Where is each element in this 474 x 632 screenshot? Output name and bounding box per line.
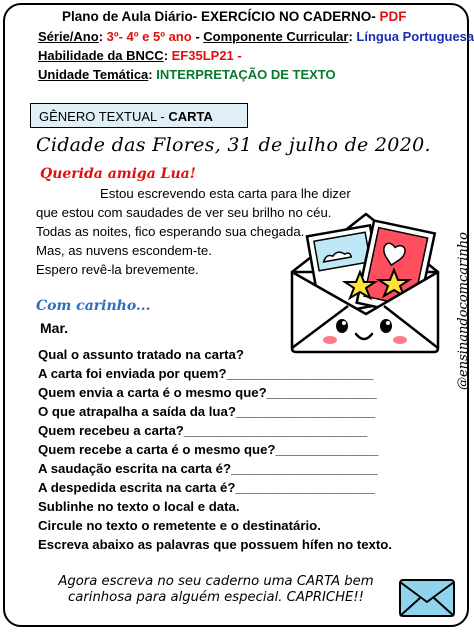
- genero-box: [30, 103, 248, 128]
- unidade-line: [38, 66, 336, 84]
- watermark: @ensinandocomcarinho: [456, 232, 471, 390]
- title-text: Plano de Aula Diário- EXERCÍCIO NO CADERNO-: [62, 9, 380, 24]
- genero-label: GÊNERO TEXTUAL -: [39, 109, 169, 124]
- envelope-icon: [398, 578, 456, 618]
- componente-value: Língua Portuguesa: [356, 29, 474, 44]
- serie-sep: :: [98, 29, 107, 44]
- letter-line: que estou com saudades de ver seu brilho no céu.: [36, 205, 332, 220]
- letter-line: Espero revê-la brevemente.: [36, 262, 199, 277]
- letter-line: Todas as noites, fico esperando sua chegada.: [36, 224, 305, 239]
- question-item: A carta foi enviada por quem?____________________: [38, 366, 374, 381]
- habilidade-value: EF35LP21 -: [171, 48, 242, 63]
- letter-line: Estou escrevendo esta carta para lhe dizer: [100, 186, 351, 201]
- habilidade-sep: :: [163, 48, 172, 63]
- serie-dash: -: [191, 29, 204, 44]
- question-item: Quem envia a carta é o mesmo que?_______________: [38, 385, 377, 400]
- serie-label: Série/Ano: [38, 29, 99, 44]
- final-carta: CARTA: [296, 574, 341, 589]
- habilidade-line: [38, 47, 242, 65]
- componente-sep: :: [348, 29, 357, 44]
- page-title: [62, 8, 407, 26]
- question-item: Sublinhe no texto o local e data.: [38, 499, 240, 514]
- componente-label: Componente Curricular: [203, 29, 349, 44]
- serie-line: [38, 28, 474, 46]
- unidade-value: INTERPRETAÇÃO DE TEXTO: [156, 67, 336, 82]
- unidade-sep: :: [148, 67, 157, 82]
- final-instruction: [36, 574, 396, 606]
- envelope-illustration: [286, 202, 444, 358]
- question-item: A despedida escrita na carta é?___________________: [38, 480, 375, 495]
- unidade-label: Unidade Temática: [38, 67, 149, 82]
- salutation: Querida amiga Lua!: [40, 166, 196, 182]
- signature: Mar.: [40, 320, 69, 336]
- final-part3: !!: [353, 590, 364, 605]
- question-item: Quem recebeu a carta?_________________________: [38, 423, 368, 438]
- serie-value: 3º- 4º e 5º ano: [106, 29, 192, 44]
- final-part2: bem carinhosa para alguém especial.: [68, 574, 374, 605]
- question-item: Quem recebe a carta é o mesmo que?______________: [38, 442, 379, 457]
- final-capriche: CAPRICHE: [286, 590, 354, 605]
- habilidade-label: Habilidade da BNCC: [38, 48, 164, 63]
- genero-value: CARTA: [168, 109, 213, 124]
- closing: Com carinho...: [36, 298, 151, 314]
- city-date: Cidade das Flores, 31 de julho de 2020.: [36, 134, 431, 156]
- question-item: Circule no texto o remetente e o destinatário.: [38, 518, 321, 533]
- letter-line: Mas, as nuvens escondem-te.: [36, 243, 212, 258]
- final-part1: Agora escreva no seu caderno uma: [58, 574, 297, 589]
- question-item: Escreva abaixo as palavras que possuem hífen no texto.: [38, 537, 393, 552]
- question-item: A saudação escrita na carta é?____________________: [38, 461, 378, 476]
- question-item: Qual o assunto tratado na carta?: [38, 347, 244, 362]
- question-item: O que atrapalha a saída da lua?___________________: [38, 404, 376, 419]
- title-pdf: PDF: [379, 9, 407, 24]
